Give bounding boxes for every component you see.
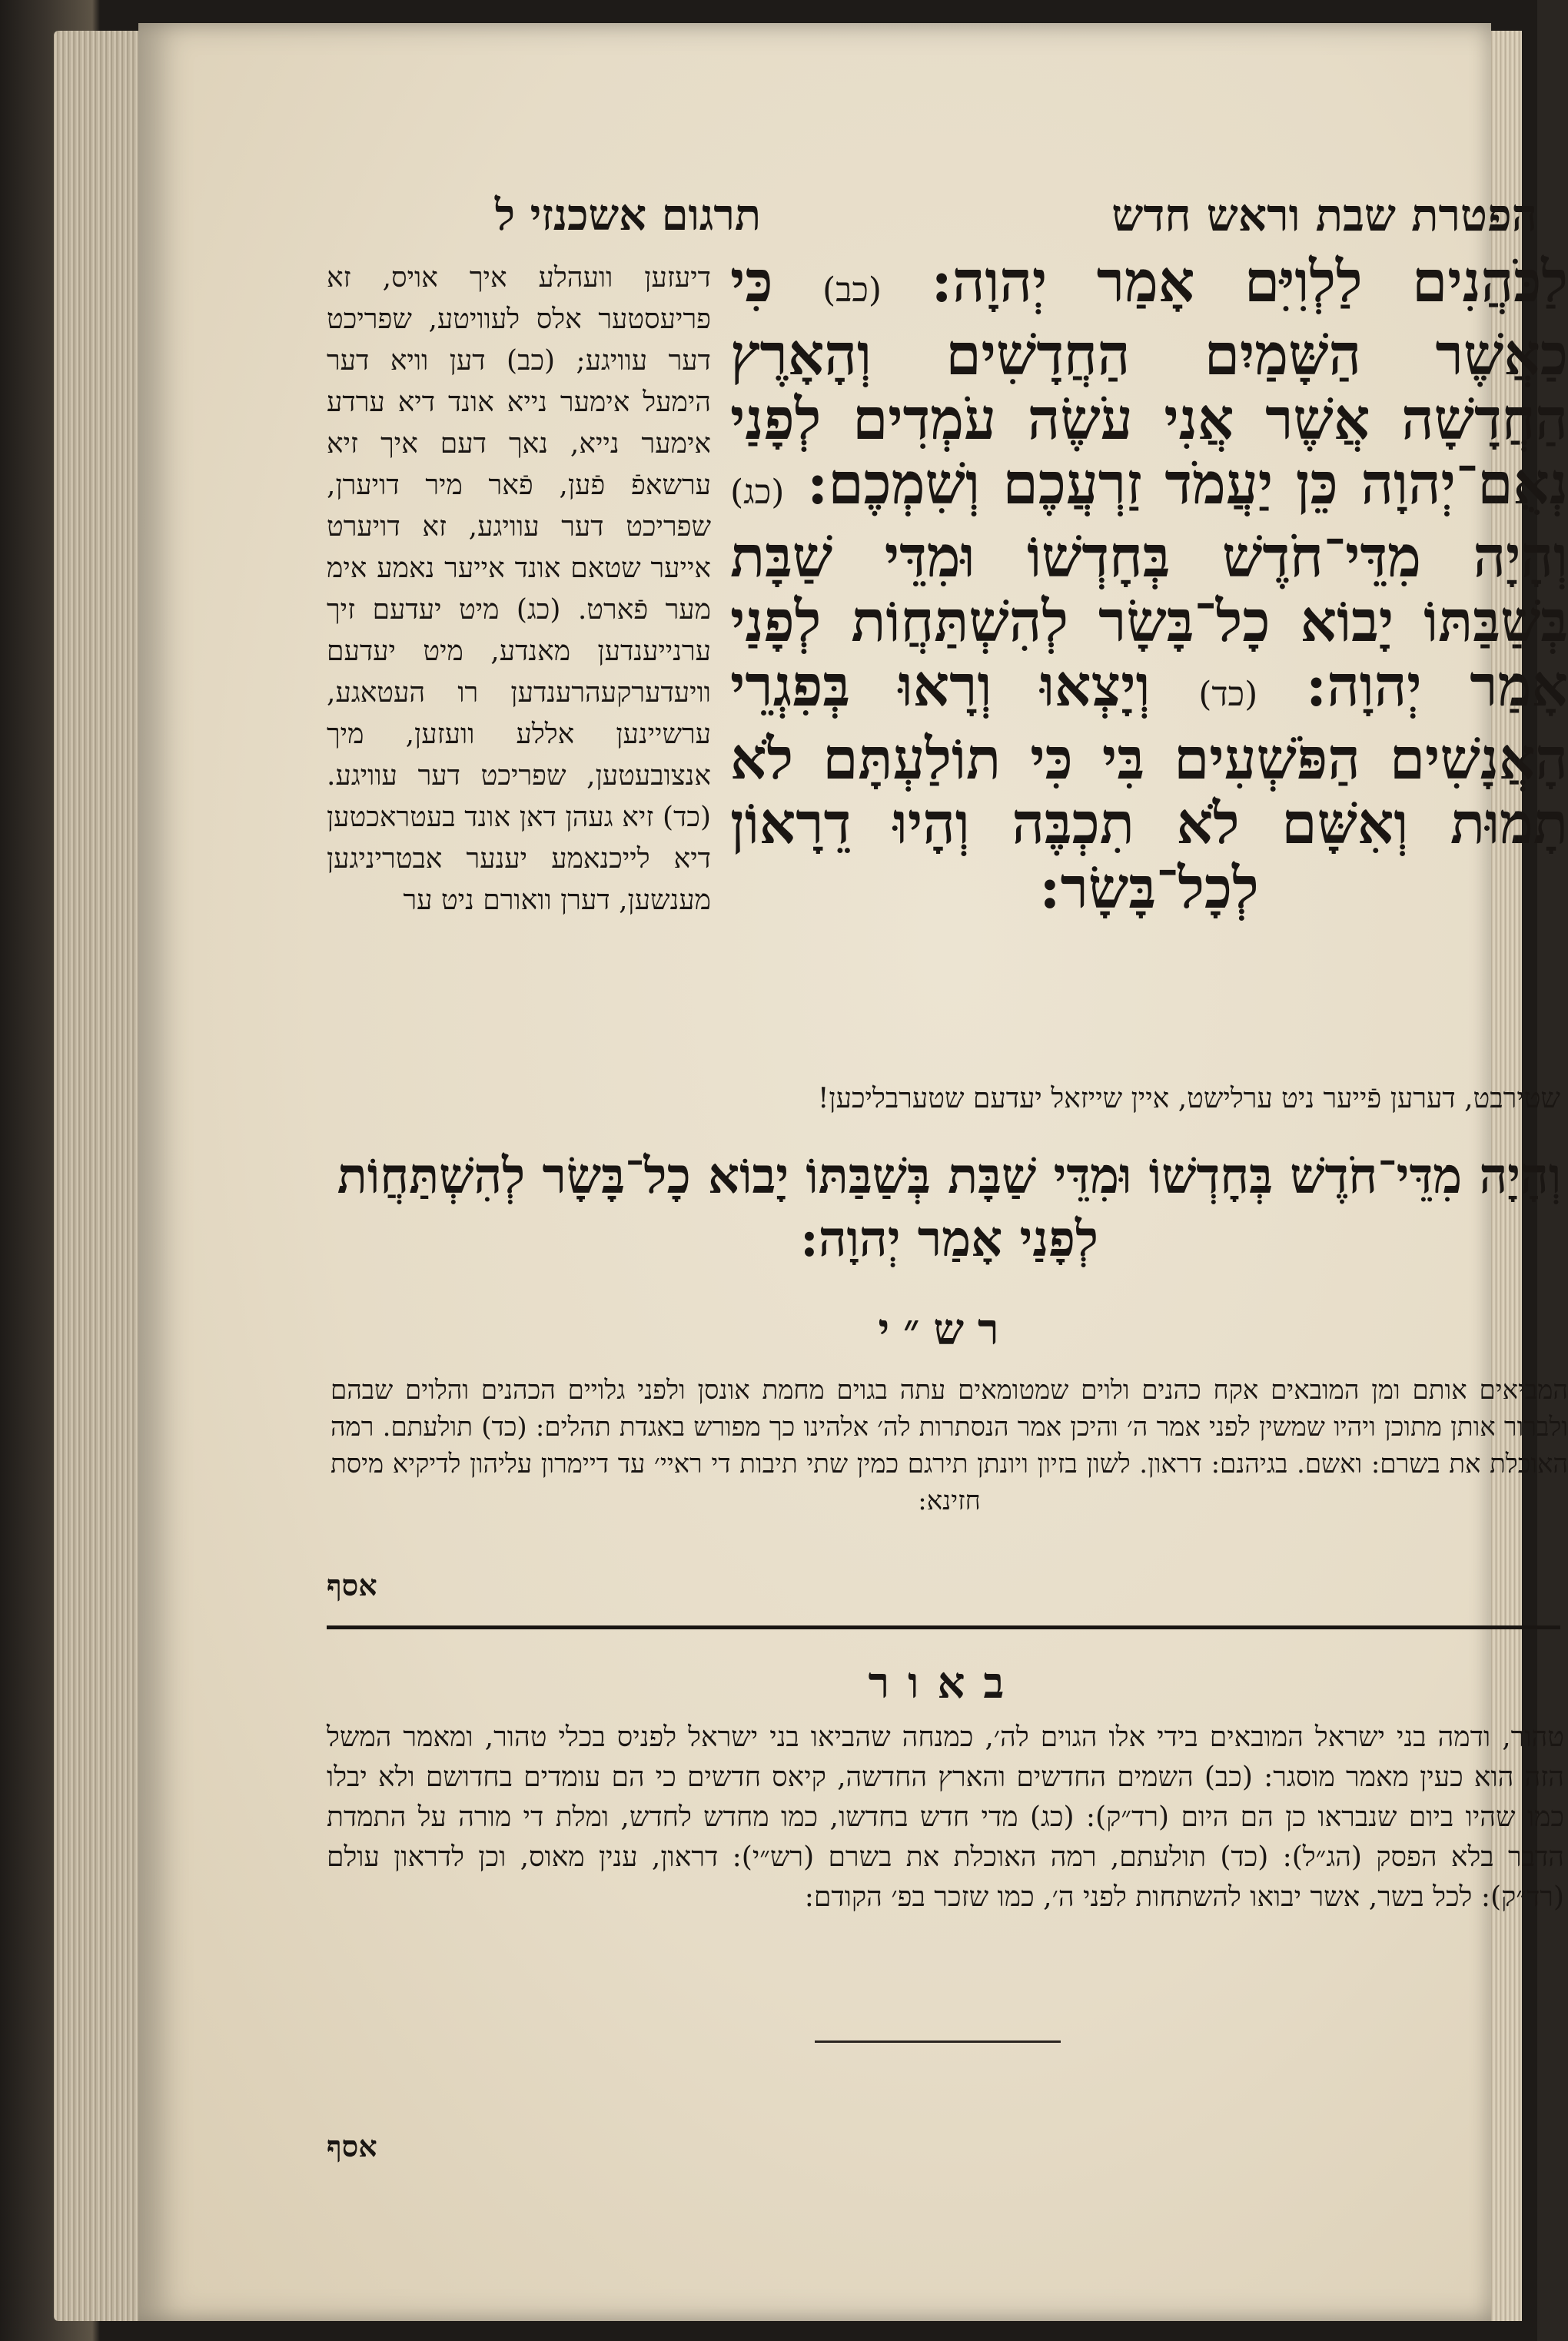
biur-commentary: טהור, ודמה בני ישראל המובאים בידי אלו הגוים לה׳, כמנחה שהביאו בני ישראל לפניס בכלי טהור, ומאמר המשל הזה הוא כעין מאמר מוסגר: (כב) השמים החדשים והארץ החדשה, קיאס חדשים כי הם עומדים בחדושם ולא יבלו כמו שהיו ביום שנבראו כן הם היום (רד״ק): (כג) מדי חדש בחדשו, כמו מחדש לחדש, ומלת די מורה על התמדת הדבר בלא הפסק (הג״ל): (כד) תולעתם, רמה האוכלת את בשרם (רש״י): דראון, ענין מאוס, וכן לדראון עולם (רד״ק): לכל בשר, אשר יבואו להשתחות לפני ה׳, כמו שזכר בפ׳ הקודם: — [327, 1722, 1564, 1913]
verse-number-24: (כד) — [1198, 675, 1258, 714]
verse-number-22: (כב) — [822, 271, 882, 310]
running-head-translation: תרגום אשכנזי ל — [494, 190, 761, 241]
translation-continuation: שטירבט, דערען פֿייער ניט ערלישט, איין שייזאל יעדעם שטערבליכען! — [817, 1083, 1560, 1114]
main-text-part-1: לַכֹּהֲנִים לַלְוִיִּם אָמַר יְהוָה: — [931, 249, 1568, 315]
german-translation-column: דיעזען וועהלע איך אויס, זא פריעסטער אלס לעוויטע, שפריכט דער עוויגע; (כב) דען וויא דער הימעל אימער נייא אונד דיא ערדע אימער נייא, נאך דעם איך זיא ערשאפֿ פֿען, פֿאר מיר דויערן, שפריכט דער עוויגע, זא דויערט אייער שטאם אונד אייער נאמע אימ מער פֿארט. (כג) מיט יעדעם זיך ערנייענדען מאנדע, מיט יעדעם וויעדערקעהרענדען רו העטאגע, ערשיינען אללע וועזען, מיך אנצובעטען, שפריכט דער עוויגע. (כד) זיא געהן דאן אונד בעטראכטען דיא לייכנאמע יענער אבטריניגען מענשען, דערן וואורם ניט ער — [327, 262, 711, 916]
biur-heading: באור — [868, 1658, 1023, 1708]
haftarah-main-text — [730, 250, 1568, 1030]
verse-number-23: (כג) — [730, 473, 785, 512]
main-text-part-2: כִּי כַאֲשֶׁר הַשָּׁמַיִם הַחֲדָשִׁים וְהָאָרֶץ הַחֲדָשָׁה אֲשֶׁר אֲנִי עֹשֶׂה עֹמְדִים לְפָנַי נְאֻם־יְהוָה כֵּן יַעֲמֹד זַרְעֲכֶם וְשִׁמְכֶם: — [730, 249, 1568, 517]
page-stack-left — [54, 31, 138, 2321]
main-text-part-4: וְיָצְאוּ וְרָאוּ בְּפִגְרֵי הָאֲנָשִׁים הַפֹּשְׁעִים בִּי כִּי תוֹלַעְתָּם לֹא תָמוּת וְאִשָּׁם לֹא תִכְבֶּה וְהָיוּ דֵרָאוֹן לְכָל־בָּשָׂר: — [730, 653, 1568, 921]
catchword-bottom: אסף — [327, 2129, 377, 2163]
short-divider-rule — [815, 2040, 1061, 2043]
rashi-heading: רש״י — [878, 1304, 1013, 1355]
main-text-part-3: וְהָיָה מִדֵּי־חֹדֶשׁ בְּחָדְשׁוֹ וּמִדֵּי שַׁבָּת בְּשַׁבַּתּוֹ יָבוֹא כָל־בָּשָׂר לְהִשְׁתַּחֲוֹת לְפָנַי אָמַר יְהוָה: — [730, 524, 1568, 719]
repeated-closing-verse: וְהָיָה מִדֵּי־חֹדֶשׁ בְּחָדְשׁוֹ וּמִדֵּי שַׁבָּת בְּשַׁבַּתּוֹ יָבוֹא כָל־בָּשָׂר לְהִשְׁתַּחֲוֹת לְפָנַי אָמַר יְהוָה: — [337, 1147, 1562, 1268]
section-divider-rule — [327, 1625, 1560, 1629]
book-page — [138, 23, 1568, 2321]
running-head-title: הפטרת שבת וראש חדש — [1111, 189, 1537, 241]
catchword: אסף — [327, 1568, 377, 1602]
rashi-commentary: המביאים אותם ומן המובאים אקח כהנים ולוים שמטומאים עתה בגוים מחמת אונסן ולפני גלויים הכהנים והלוים שבהם ולברור אותן מתוכן ויהיו שמשין לפני אמר ה׳ והיכן אמר הנסתרות לה׳ אלהינו כך מפורש באגדת תהלים: (כד) תולעתם. רמה האוכלת את בשרם: ואשם. בגיהנם: דראון. לשון בזיון ויונתן תירגם כמין שתי תיבות די ראיי׳ עד דיימרון עליהון לדיקיא מיסת חזינא: — [331, 1375, 1568, 1516]
